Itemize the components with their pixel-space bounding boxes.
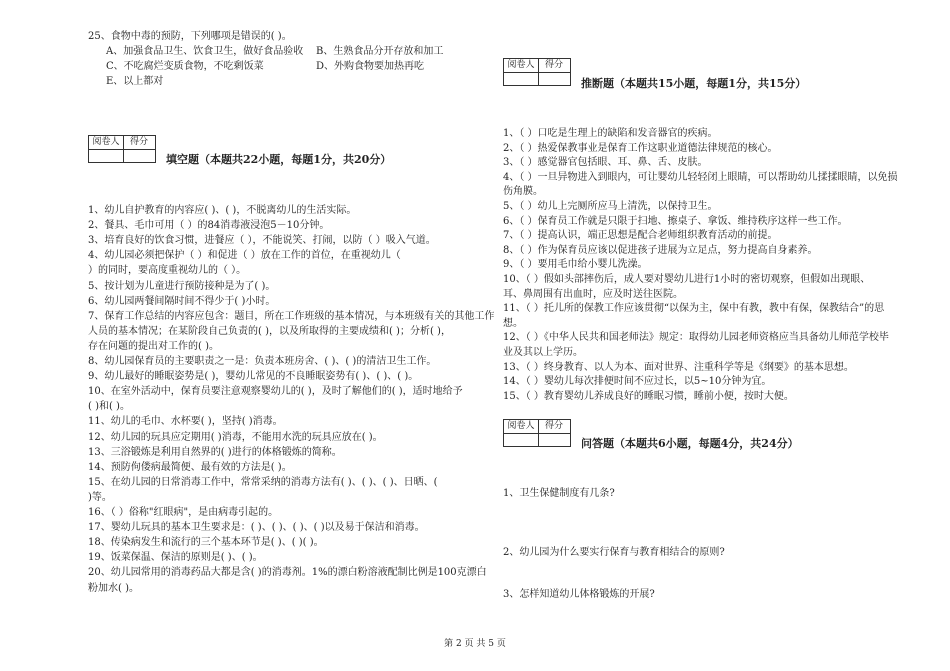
- fill-question-line: 8、幼儿园保育员的主要职责之一是：负责本班房舍、( )、( )的清洁卫生工作。: [88, 356, 437, 367]
- judge-question-line: 6、（ ）保育员工作就是只限于扫地、擦桌子、拿饭、维持秩序这样一些工作。: [503, 215, 848, 227]
- fill-question-line: 18、传染病发生和流行的三个基本环节是( )、( )( )。: [88, 537, 324, 549]
- fill-section-title: 填空题（本题共22小题，每题1分，共20分）: [166, 153, 392, 166]
- fill-question-line: ）的同时，要高度重视幼儿的（ ）。: [88, 265, 247, 277]
- fill-question-line: 7、保育工作总结的内容应包含：题目，所在工作班级的基本情况，与本班级有关的其他工作: [88, 310, 495, 322]
- judge-question-line: 5、（ ）幼儿上完厕所应马上清洗，以保持卫生。: [503, 201, 718, 212]
- fill-question-line: 4、幼儿园必须把保护（ ）和促进（ ）放在工作的首位，在重视幼儿（: [88, 250, 401, 262]
- qa-section-title: 问答题（本题共6小题，每题4分，共24分）: [581, 437, 799, 450]
- fill-question-line: 10、在室外活动中，保育员要注意观察婴幼儿的( )，及时了解他们的( )，适时地给予: [88, 386, 463, 398]
- fill-question-line: 人员的基本情况；在某阶段自己负责的( )，以及所取得的主要成绩和( )；分析( )，: [88, 325, 451, 337]
- fill-question-line: 9、幼儿最好的睡眠姿势是( )，婴幼儿常见的不良睡眠姿势有( )、( )、( )。: [88, 371, 419, 383]
- q25-stem: 25、食物中毒的预防，下列哪项是错误的( )。: [88, 31, 292, 42]
- qa-question-2: 2、幼儿园为什么要实行保育与教育相结合的原则?: [503, 547, 725, 558]
- judge-question-line: 业及其以上学历。: [503, 347, 583, 358]
- fill-question-line: 19、饭菜保温、保洁的原则是( )、( )。: [88, 552, 263, 564]
- fill-question-line: 20、幼儿园常用的消毒药品大都是含( )的消毒剂。1%的漂白粉溶液配制比例是100克漂白: [88, 567, 487, 579]
- judge-question-line: 耳、鼻周围有出血时，应及时送往医院。: [503, 288, 683, 300]
- judge-question-line: 3、（ ）感觉器官包括眼、耳、鼻、舌、皮肤。: [503, 157, 708, 169]
- score-label: 得分: [544, 421, 563, 431]
- fill-question-line: 6、幼儿园两餐间隔时间不得少于( )小时。: [88, 295, 276, 307]
- fill-question-line: 15、在幼儿园的日常消毒工作中，常常采纳的消毒方法有( )、( )、( )、日晒、(: [88, 476, 438, 488]
- score-box-fill: [88, 135, 156, 163]
- judge-question-line: 2、（ ）热爱保教事业是保育工作这职业道德法律规范的核心。: [503, 142, 778, 154]
- fill-question-line: 2、餐具、毛巾可用（ ）的84消毒液浸泡5－10分钟。: [88, 220, 330, 232]
- judge-question-line: 14、（ ）婴幼儿每次排便时间不应过长，以5~10分钟为宜。: [503, 376, 772, 388]
- fill-question-line: 12、幼儿园的玩具应定期用( )消毒，不能用水洗的玩具应放在( )。: [88, 431, 383, 443]
- fill-question-line: 存在问题的提出对工作的( )。: [88, 340, 219, 352]
- fill-question-line: ( )和( )。: [88, 401, 130, 413]
- judge-question-line: 4、（ ）一旦异物进入到眼内，可让婴幼儿轻轻闭上眼睛，可以帮助幼儿揉揉眼睛，以免损: [503, 171, 898, 183]
- judge-question-line: 8、（ ）作为保育员应该以促进孩子进展为立足点，努力提高自身素养。: [503, 244, 818, 256]
- fill-question-line: 粉加水( )。: [88, 582, 139, 594]
- judge-section-title: 推断题（本题共15小题，每题1分，共15分）: [581, 77, 807, 90]
- score-label: 得分: [129, 137, 148, 147]
- score-label: 得分: [544, 60, 563, 70]
- judge-question-line: 7、（ ）提高认识，端正思想是配合老师组织教育活动的前提。: [503, 230, 778, 242]
- judge-question-line: 伤角膜。: [503, 186, 543, 198]
- q25-option-b: B、生熟食品分开存放和加工: [316, 46, 444, 57]
- reviewer-label: 阅卷人: [504, 59, 539, 72]
- fill-question-line: 1、幼儿自护教育的内容应( )、( )，不脱离幼儿的生活实际。: [88, 205, 357, 216]
- q25-option-a: A、加强食品卫生、饮食卫生，做好食品验收: [106, 46, 304, 57]
- fill-question-line: 17、婴幼儿玩具的基本卫生要求是：( )、( )、( )、( )以及易于保洁和消毒。: [88, 522, 425, 534]
- fill-question-line: 3、培育良好的饮食习惯，进餐应（ ），不能说笑、打闹，以防（ ）吸入气道。: [88, 235, 436, 247]
- judge-question-line: 1、（ ）口吃是生理上的缺陷和发音器官的疾病。: [503, 128, 718, 139]
- score-box-judge: [503, 58, 571, 86]
- q25-option-e: E、以上都对: [106, 76, 164, 87]
- score-box-qa: [503, 419, 571, 447]
- qa-question-3: 3、怎样知道幼儿体格锻炼的开展?: [503, 589, 655, 600]
- reviewer-label: 阅卷人: [89, 136, 124, 149]
- judge-question-line: 10、（ ）假如头部摔伤后，成人要对婴幼儿进行1小时的密切观察，但假如出现眼、: [503, 274, 871, 285]
- judge-question-line: 12、（ ）《中华人民共和国老师法》规定：取得幼儿园老师资格应当具备幼儿师范学校毕: [503, 332, 889, 344]
- fill-question-line: 11、幼儿的毛巾、水杯要( )，坚持( )消毒。: [88, 416, 283, 428]
- qa-question-1: 1、卫生保健制度有几条?: [503, 488, 615, 499]
- fill-question-line: )等。: [88, 491, 112, 503]
- reviewer-label: 阅卷人: [504, 420, 539, 433]
- fill-question-line: 5、按计划为儿童进行预防接种是为了( )。: [88, 280, 276, 292]
- judge-question-line: 9、（ ）要用毛巾给小婴儿洗澡。: [503, 259, 648, 271]
- page-footer: 第 2 页 共 5 页: [444, 639, 506, 649]
- fill-question-line: 13、三浴锻炼是利用自然界的( )进行的体格锻炼的简称。: [88, 446, 342, 458]
- q25-option-c: C、不吃腐烂变质食物，不吃剩饭菜: [106, 61, 264, 72]
- fill-question-line: 14、预防佝偻病最简便、最有效的方法是( )。: [88, 461, 292, 473]
- q25-option-d: D、外购食物要加热再吃: [316, 61, 425, 72]
- fill-question-line: 16、（ ）俗称"红眼病"，是由病毒引起的。: [88, 507, 279, 518]
- judge-question-line: 想。: [503, 317, 523, 329]
- judge-question-line: 11、（ ）托儿所的保教工作应该贯彻“以保为主，保中有教，教中有保，保教结合”的思: [503, 303, 885, 315]
- judge-question-line: 13、（ ）终身教育、以人为本、面对世界、注重科学等是《纲要》的基本思想。: [503, 361, 854, 373]
- judge-question-line: 15、（ ）教育婴幼儿养成良好的睡眠习惯，睡前小便，按时大便。: [503, 390, 794, 402]
